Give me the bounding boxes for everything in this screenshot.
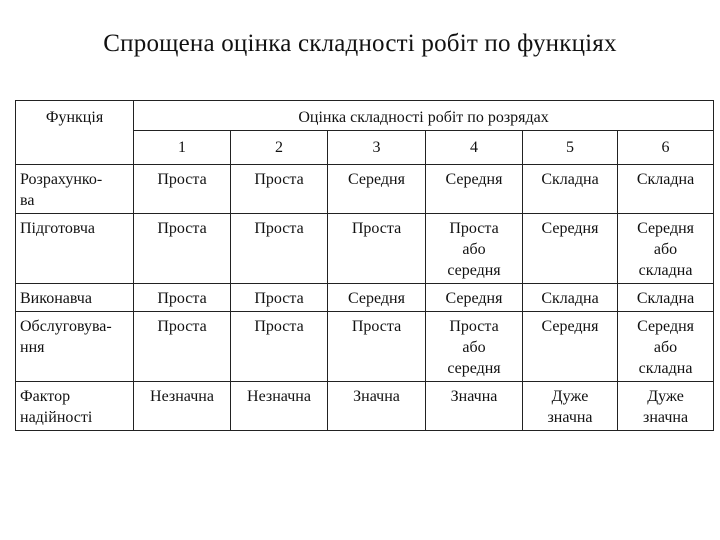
function-cell: Підготовча (16, 214, 134, 284)
table-row (16, 382, 714, 431)
rating-cell: Складна (618, 165, 714, 214)
rating-cell: Незначна (231, 382, 328, 431)
rating-cell: Проста або середня (426, 312, 523, 382)
rating-cell: Середня (328, 165, 426, 214)
grade-header: 4 (426, 131, 523, 165)
grade-header: 1 (134, 131, 231, 165)
grade-header: 3 (328, 131, 426, 165)
rating-cell: Дуже значна (618, 382, 714, 431)
table-row (16, 165, 714, 214)
table-row (16, 312, 714, 382)
rating-cell: Дуже значна (523, 382, 618, 431)
rating-cell: Середня (523, 312, 618, 382)
rating-cell: Проста (134, 312, 231, 382)
rating-column-header: Оцінка складності робіт по розрядах (134, 101, 714, 131)
rating-cell: Проста (134, 165, 231, 214)
rating-cell: Проста (231, 284, 328, 312)
rating-cell: Проста (134, 214, 231, 284)
rating-cell: Складна (523, 165, 618, 214)
table-row (16, 214, 714, 284)
rating-cell: Проста (231, 312, 328, 382)
function-cell: Фактор надійності (16, 382, 134, 431)
grade-header: 6 (618, 131, 714, 165)
table-row (16, 284, 714, 312)
rating-cell: Середня або складна (618, 312, 714, 382)
grade-header: 2 (231, 131, 328, 165)
function-cell: Виконавча (16, 284, 134, 312)
rating-cell: Проста або середня (426, 214, 523, 284)
rating-cell: Середня (426, 165, 523, 214)
rating-cell: Середня (523, 214, 618, 284)
complexity-table (15, 100, 714, 431)
rating-cell: Проста (328, 214, 426, 284)
rating-cell: Проста (231, 214, 328, 284)
rating-cell: Значна (426, 382, 523, 431)
rating-cell: Середня (328, 284, 426, 312)
rating-cell: Складна (618, 284, 714, 312)
function-cell: Обслуговува- ння (16, 312, 134, 382)
rating-cell: Складна (523, 284, 618, 312)
function-column-header: Функція (16, 101, 134, 165)
page-title: Спрощена оцінка складності робіт по функціях (103, 30, 617, 57)
function-cell: Розрахунко- ва (16, 165, 134, 214)
rating-cell: Проста (231, 165, 328, 214)
header-row (16, 101, 714, 131)
rating-cell: Значна (328, 382, 426, 431)
rating-cell: Середня або складна (618, 214, 714, 284)
grade-header: 5 (523, 131, 618, 165)
rating-cell: Проста (328, 312, 426, 382)
rating-cell: Середня (426, 284, 523, 312)
rating-cell: Незначна (134, 382, 231, 431)
rating-cell: Проста (134, 284, 231, 312)
